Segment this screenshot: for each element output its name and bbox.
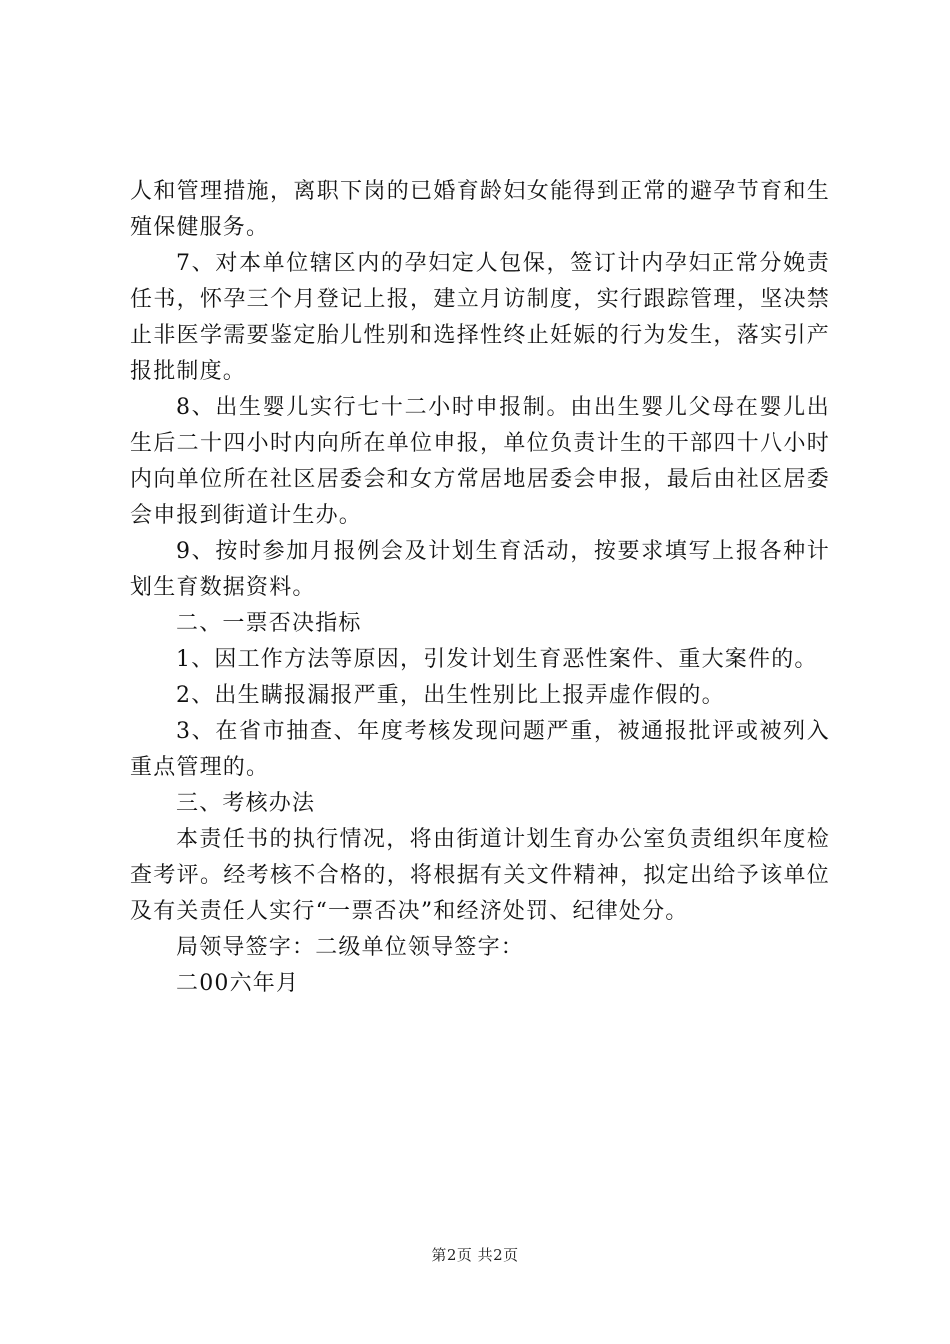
paragraph-continuation: 人和管理措施，离职下岗的已婚育龄妇女能得到正常的避孕节育和生殖保健服务。 (130, 179, 830, 240)
paragraph-assessment: 本责任书的执行情况，将由街道计划生育办公室负责组织年度检查考评。经考核不合格的，将根据有关文件精神，拟定出给予该单位及有关责任人实行“一票否决”和经济处罚、纪律处分。 (130, 827, 830, 924)
date-line: 二00六年月 (176, 971, 300, 996)
paragraph-item-7: 7、对本单位辖区内的孕妇定人包保，签订计内孕妇正常分娩责任书，怀孕三个月登记上报，建立月访制度，实行跟踪管理，坚决禁止非医学需要鉴定胎儿性别和选择性终止妊娠的行为发生，落实引产报批制度。 (130, 251, 830, 384)
section-heading-veto: 二、一票否决指标 (176, 611, 362, 636)
page-footer: 第2页 共2页 (431, 1246, 519, 1264)
section-heading-assessment: 三、考核办法 (176, 791, 316, 816)
paragraph-item-8: 8、出生婴儿实行七十二小时申报制。由出生婴儿父母在婴儿出生后二十四小时内向所在单位申报，单位负责计生的干部四十八小时内向单位所在社区居委会和女方常居地居委会申报，最后由社区居委会申报到街道计生办。 (130, 395, 830, 528)
paragraph-veto-1: 1、因工作方法等原因，引发计划生育恶性案件、重大案件的。 (176, 647, 818, 672)
paragraph-item-9: 9、按时参加月报例会及计划生育活动，按要求填写上报各种计划生育数据资料。 (130, 539, 830, 600)
paragraph-veto-2: 2、出生瞒报漏报严重，出生性别比上报弄虚作假的。 (176, 683, 725, 708)
signature-line: 局领导签字：二级单位领导签字： (176, 935, 525, 960)
paragraph-veto-3: 3、在省市抽查、年度考核发现问题严重，被通报批评或被列入重点管理的。 (130, 719, 830, 780)
document-body (130, 174, 830, 1002)
